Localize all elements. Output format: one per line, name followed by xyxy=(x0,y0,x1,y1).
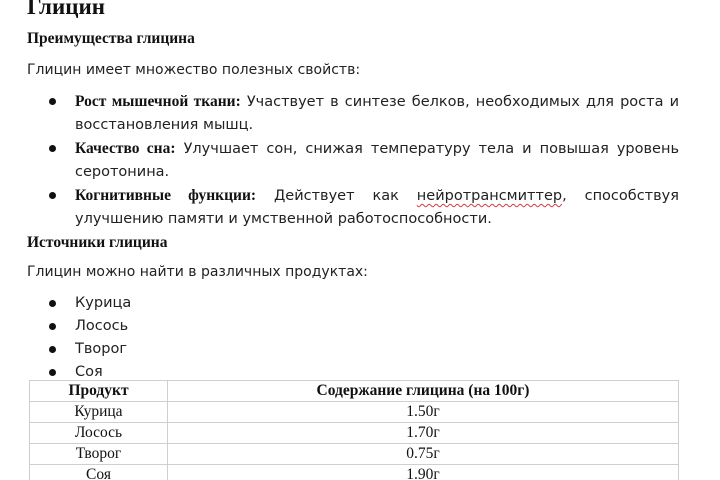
bullet-icon xyxy=(49,346,56,353)
list-item xyxy=(49,338,679,361)
table-cell-content: 1.90г xyxy=(168,465,679,480)
list-item-term: Качество сна: xyxy=(75,140,176,157)
table-cell-content: 1.50г xyxy=(168,402,679,423)
list-item-term: Когнитивные функции: xyxy=(75,187,257,204)
bullet-icon xyxy=(49,192,56,199)
list-item-term: Рост мышечной ткани: xyxy=(75,93,241,110)
list-item-text: Курица xyxy=(75,295,132,311)
table-cell-product: Курица xyxy=(30,402,168,423)
table-cell-content: 0.75г xyxy=(168,444,679,465)
list-item-text: , способствуя улучшению памяти и умственной работоспособности. xyxy=(75,188,679,227)
list-item-text: Улучшает сон, снижая температуру тела и повышая уровень серотонина. xyxy=(75,141,679,180)
list-item-text: Действует как xyxy=(273,188,399,204)
table-cell-content: 1.70г xyxy=(168,423,679,444)
bullet-icon xyxy=(49,145,56,152)
spellcheck-flagged-word[interactable]: нейротрансмиттер xyxy=(416,188,563,204)
table-row xyxy=(30,444,679,465)
list-item-text: Лосось xyxy=(75,318,129,334)
glycine-content-table xyxy=(29,380,679,480)
bullet-icon xyxy=(49,323,56,330)
list-item-text: Участвует в синтезе белков, необходимых для роста и восстановления мышц. xyxy=(75,94,679,133)
list-item-text: Творог xyxy=(75,341,127,357)
advantages-intro: Глицин имеет множество полезных свойств: xyxy=(27,62,361,78)
table-header-row xyxy=(30,381,679,402)
table-row xyxy=(30,423,679,444)
table-row xyxy=(30,402,679,423)
list-item-text: Соя xyxy=(75,364,103,380)
table-cell-product: Лосось xyxy=(30,423,168,444)
table-header-content: Содержание глицина (на 100г) xyxy=(168,381,679,402)
table-cell-product: Соя xyxy=(30,465,168,480)
sources-heading: Источники глицина xyxy=(27,234,168,251)
sources-list xyxy=(49,292,679,384)
list-item xyxy=(49,292,679,315)
list-item xyxy=(49,184,679,231)
bullet-icon xyxy=(49,369,56,376)
table-header-product: Продукт xyxy=(30,381,168,402)
table-cell-product: Творог xyxy=(30,444,168,465)
advantages-list xyxy=(49,90,679,231)
bullet-icon xyxy=(49,98,56,105)
document-title: Глицин xyxy=(27,0,105,19)
advantages-heading: Преимущества глицина xyxy=(27,30,195,47)
sources-intro: Глицин можно найти в различных продуктах: xyxy=(27,264,368,280)
list-item xyxy=(49,137,679,184)
list-item xyxy=(49,90,679,137)
bullet-icon xyxy=(49,300,56,307)
list-item xyxy=(49,315,679,338)
table-row xyxy=(30,465,679,480)
